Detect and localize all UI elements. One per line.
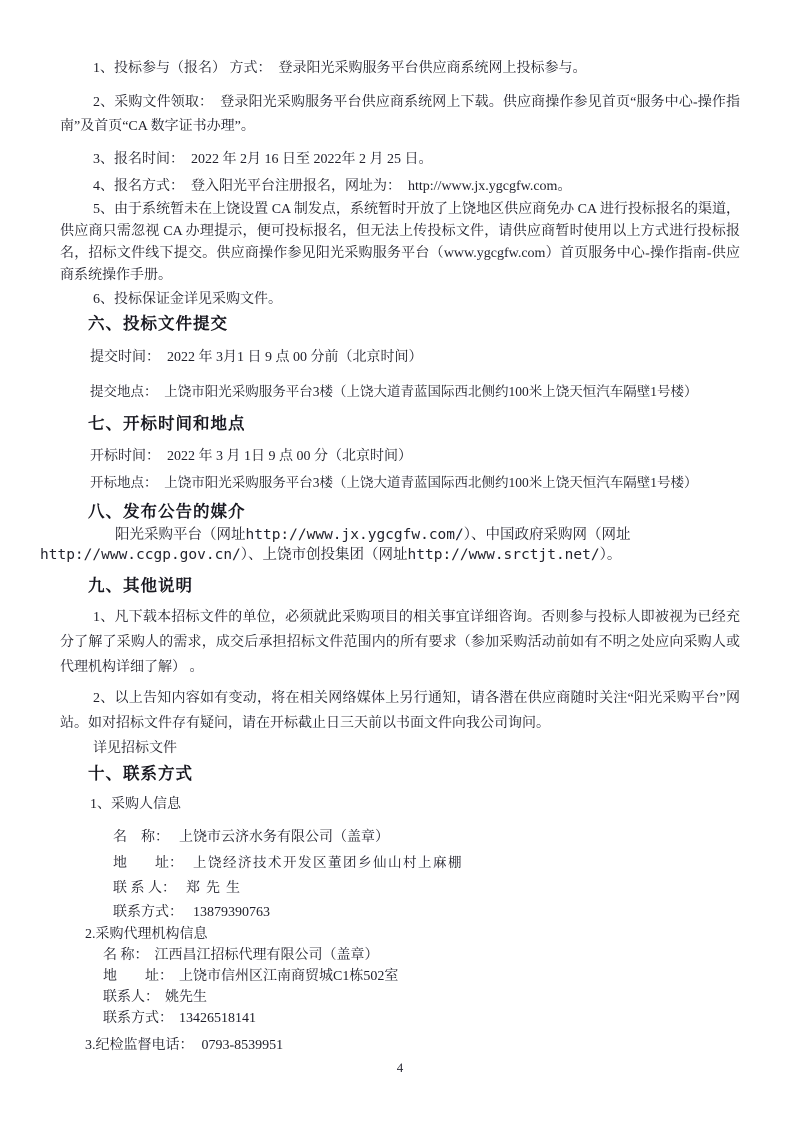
opening-time-row: 开标时间： 2022 年 3 月 1日 9 点 00 分（北京时间）	[90, 449, 412, 464]
other-notes-section-title: 九、其他说明	[88, 577, 193, 595]
purchaser-address-value: 上饶经济技术开发区董团乡仙山村上麻棚	[193, 855, 463, 870]
purchaser-phone-value: 13879390763	[193, 905, 270, 920]
purchaser-address-label: 地 址：	[113, 856, 183, 871]
see-tender-document-note: 详见招标文件	[93, 741, 177, 756]
agency-name-label: 名 称：	[103, 948, 149, 963]
agency-phone-value: 13426518141	[179, 1011, 256, 1026]
agency-phone-row	[103, 1008, 740, 1029]
media-section-title: 八、发布公告的媒介	[88, 503, 246, 521]
agency-phone-label: 联系方式：	[103, 1011, 173, 1026]
purchaser-phone-label: 联系方式：	[113, 905, 183, 920]
agency-contact-person-row	[103, 987, 740, 1008]
intro-paragraph-6: 6、投标保证金详见采购文件。	[93, 292, 282, 307]
other-note-paragraph-2: 2、以上告知内容如有变动，将在相关网络媒体上另行通知，请各潜在供应商随时关注“阳光采购平台”网站。如对招标文件存有疑问，请在开标截止日三天前以书面文件向我公司询问。	[60, 691, 740, 731]
purchaser-contact-person-row	[113, 876, 740, 901]
submission-location-row: 提交地点： 上饶市阳光采购服务平台3楼（上饶大道青蓝国际西北侧约100米上饶天恒汽车隔壁1号楼）	[90, 384, 698, 399]
intro-paragraph-4: 4、报名方式： 登入阳光平台注册报名，网址为： http://www.jx.ygcgfw.com。	[93, 179, 572, 194]
purchaser-contact-person-value: 郑先生	[186, 881, 246, 896]
contact-section-title: 十、联系方式	[88, 765, 193, 783]
agency-address-value: 上饶市信州区江南商贸城C1栋502室	[179, 969, 399, 984]
media-line-2: http://www.ccgp.gov.cn/）、上饶市创投集团（网址http://www.srctjt.net/）。	[40, 547, 622, 563]
agency-address-row	[103, 966, 740, 987]
submission-time-row: 提交时间： 2022 年 3月1 日 9 点 00 分前（北京时间）	[90, 350, 423, 365]
page-number: 4	[396, 1060, 404, 1075]
agency-info-heading: 2.采购代理机构信息	[85, 927, 208, 942]
purchaser-phone-row	[113, 901, 740, 924]
purchaser-address-row	[113, 850, 740, 876]
discipline-phone-row	[85, 1035, 740, 1057]
purchaser-name-label: 名 称：	[113, 830, 169, 845]
agency-name-value: 江西昌江招标代理有限公司（盖章）	[154, 948, 379, 963]
agency-name-row	[103, 945, 740, 966]
discipline-phone-value: 0793-8539951	[201, 1038, 284, 1053]
discipline-phone-label: 3.纪检监督电话：	[85, 1038, 194, 1053]
purchaser-name-value: 上饶市云济水务有限公司（盖章）	[179, 830, 389, 845]
agency-address-label: 地 址：	[103, 969, 173, 984]
intro-paragraph-3: 3、报名时间： 2022 年 2月 16 日至 2022年 2 月 25 日。	[93, 152, 433, 167]
purchaser-contact-person-label: 联 系 人：	[113, 881, 176, 896]
agency-contact-person-label: 联系人：	[103, 990, 159, 1005]
purchaser-info-heading: 1、采购人信息	[90, 797, 181, 812]
intro-paragraph-5: 5、由于系统暂未在上饶设置 CA 制发点，系统暂时开放了上饶地区供应商免办 CA 进行投标报名的渠道，供应商只需忽视 CA 办理提示，便可投标报名，但无法上传投标文件，请供应商暂时使用以上方式进行投标报名，招标文件线下提交。供应商操作参见阳光采购服务平台（www.ygcgfw.com）首页服务中心-操作指南-供应商系统操作手册。	[60, 202, 740, 283]
opening-section-title: 七、开标时间和地点	[88, 415, 246, 433]
submission-section-title: 六、投标文件提交	[88, 315, 228, 333]
agency-contact-person-value: 姚先生	[165, 990, 207, 1005]
opening-location-row: 开标地点： 上饶市阳光采购服务平台3楼（上饶大道青蓝国际西北侧约100米上饶天恒汽车隔壁1号楼）	[90, 475, 698, 490]
purchaser-name-row	[113, 825, 740, 850]
other-note-paragraph-1: 1、凡下载本招标文件的单位，必须就此采购项目的相关事宜详细咨询。否则参与投标人即被视为已经充分了解了采购人的需求，成交后承担招标文件范围内的所有要求（参加采购活动前如有不明之处应向采购人或代理机构详细了解） 。	[60, 610, 740, 675]
intro-paragraph-2: 2、采购文件领取： 登录阳光采购服务平台供应商系统网上下载。供应商操作参见首页“服务中心-操作指南”及首页“CA 数字证书办理”。	[60, 95, 740, 134]
media-line-1: 阳光采购平台（网址http://www.jx.ygcgfw.com/）、中国政府采购网（网址	[115, 527, 631, 543]
intro-paragraph-1: 1、投标参与（报名） 方式： 登录阳光采购服务平台供应商系统网上投标参与。	[93, 61, 587, 76]
